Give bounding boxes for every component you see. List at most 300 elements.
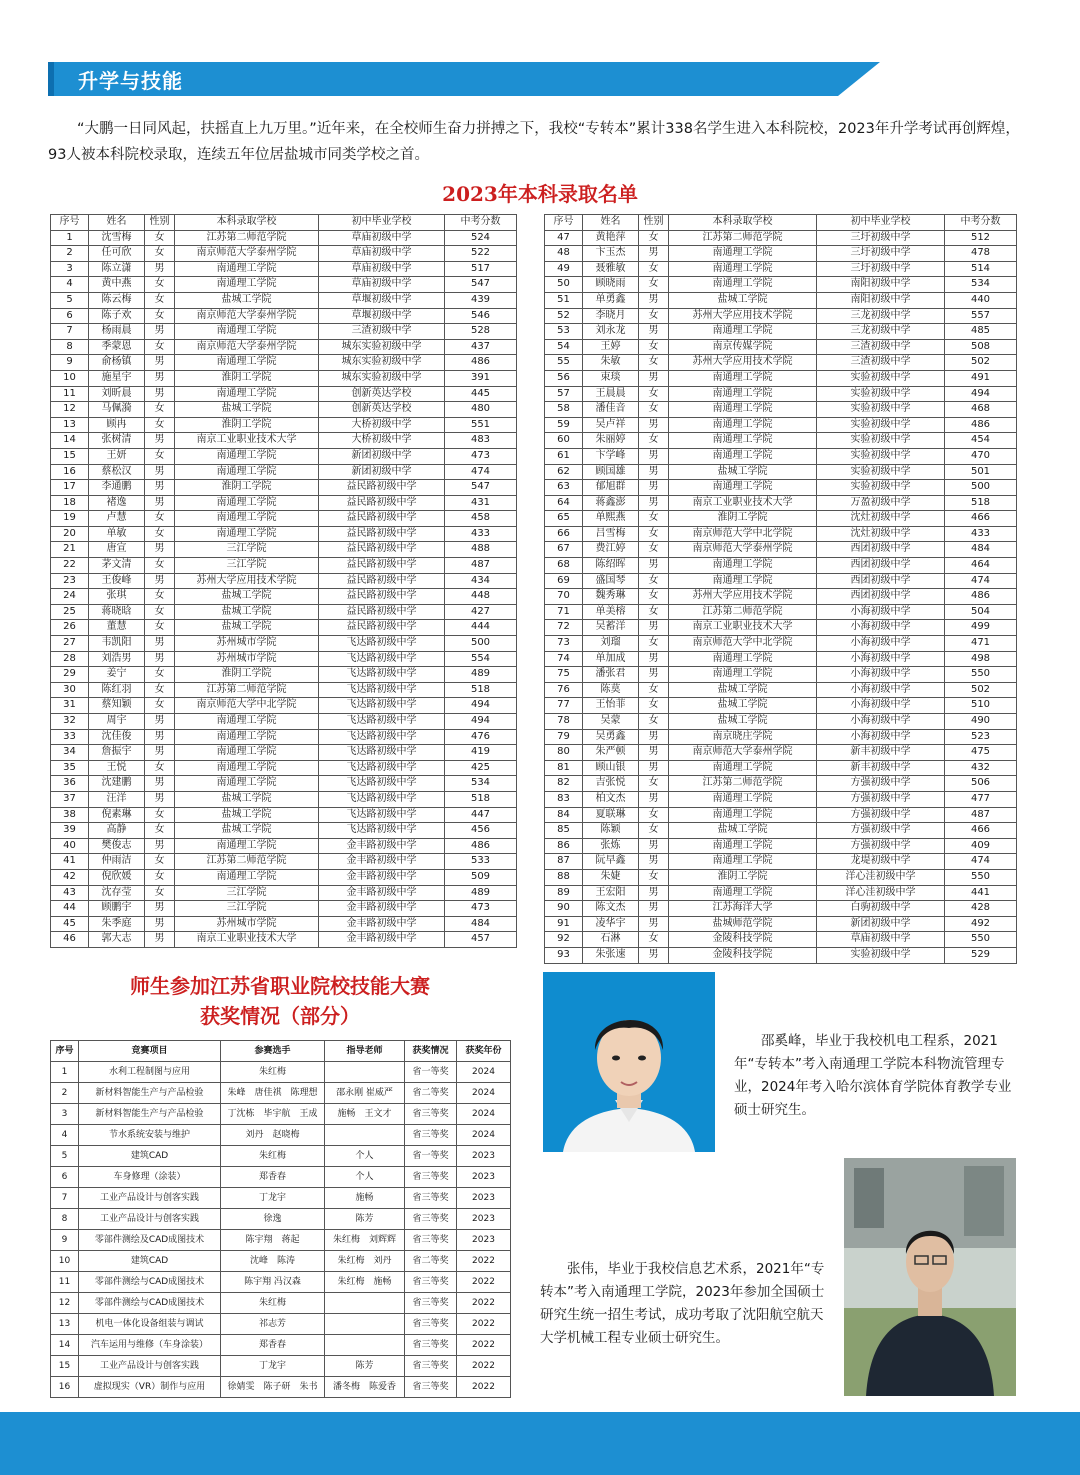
intro-paragraph: “大鹏一日同风起，扶摇直上九万里。”近年来，在全校师生奋力拼搏之下，我校“专转本”累计338名学生进入本科院校，2023年升学考试再创辉煌，93人被本科院校录取，连续五年位居盐城市同类学校之首。 (48, 121, 1020, 163)
table-cell: 洋心洼初级中学 (817, 885, 945, 901)
table-cell: 550 (945, 932, 1017, 948)
table-cell: 小海初级中学 (817, 636, 945, 652)
table-cell: 534 (445, 776, 517, 792)
table-cell: 省三等奖 (405, 1209, 457, 1230)
table-cell: 444 (445, 620, 517, 636)
table-cell: 南通理工学院 (669, 246, 817, 262)
table-row (51, 682, 517, 698)
table-row (51, 339, 517, 355)
table-cell: 南京师范大学中北学院 (175, 698, 319, 714)
table-cell: 485 (945, 324, 1017, 340)
table-header-row (51, 1041, 511, 1062)
table-row (545, 729, 1017, 745)
table-cell: 441 (945, 885, 1017, 901)
table-cell: 南通理工学院 (669, 402, 817, 418)
table-cell: 男 (145, 495, 175, 511)
table-cell: 557 (945, 308, 1017, 324)
table-cell: 吴蒙 (583, 714, 639, 730)
table-row (51, 823, 517, 839)
table-cell: 男 (639, 838, 669, 854)
table-cell: 506 (945, 776, 1017, 792)
table-cell: 潘冬梅 陈爱香 (325, 1377, 405, 1398)
table-row (51, 854, 517, 870)
table-cell: 男 (145, 261, 175, 277)
table-row (51, 651, 517, 667)
table-cell: 淮阴工学院 (175, 417, 319, 433)
table-cell: 节水系统安装与维护 (79, 1125, 221, 1146)
table-row (51, 1125, 511, 1146)
table-cell: 三渣初级中学 (817, 339, 945, 355)
table-cell: 女 (145, 589, 175, 605)
table-cell: 省三等奖 (405, 1272, 457, 1293)
table-cell: 女 (145, 511, 175, 527)
table-row (51, 573, 517, 589)
table-row (51, 1167, 511, 1188)
table-cell: 476 (445, 729, 517, 745)
table-cell: 80 (545, 745, 583, 761)
table-cell: 474 (445, 464, 517, 480)
table-cell: 大桥初级中学 (319, 433, 445, 449)
table-cell: 高静 (89, 823, 145, 839)
table-cell: 54 (545, 339, 583, 355)
table-cell: 84 (545, 807, 583, 823)
table-row (51, 916, 517, 932)
table-cell: 2023 (457, 1188, 511, 1209)
col-header-gender: 性别 (639, 215, 669, 231)
table-cell: 马佩漪 (89, 402, 145, 418)
table-cell: 朱红梅 刘辉辉 (325, 1230, 405, 1251)
table-cell: 省三等奖 (405, 1356, 457, 1377)
table-cell: 水利工程制图与应用 (79, 1062, 221, 1083)
table-cell: 551 (445, 417, 517, 433)
table-cell: 省一等奖 (405, 1062, 457, 1083)
table-row (51, 932, 517, 948)
table-cell: 陈绍晖 (583, 558, 639, 574)
table-cell: 费江婷 (583, 542, 639, 558)
table-cell: 529 (945, 947, 1017, 963)
table-cell: 4 (51, 277, 89, 293)
table-cell: 女 (639, 869, 669, 885)
table-cell: 金陵科技学院 (669, 932, 817, 948)
table-cell: 70 (545, 589, 583, 605)
table-cell: 63 (545, 480, 583, 496)
table-row (545, 745, 1017, 761)
table-row (51, 838, 517, 854)
table-row (51, 1335, 511, 1356)
table-cell: 茅文清 (89, 558, 145, 574)
table-cell: 男 (639, 448, 669, 464)
table-cell: 58 (545, 402, 583, 418)
table-cell: 24 (51, 589, 89, 605)
table-cell: 女 (145, 604, 175, 620)
table-cell: 金丰路初级中学 (319, 901, 445, 917)
table-cell: 施畅 王文才 (325, 1104, 405, 1125)
table-cell: 省二等奖 (405, 1083, 457, 1104)
table-cell: 8 (51, 1209, 79, 1230)
table-cell: 南通理工学院 (175, 526, 319, 542)
table-cell: 吕雪梅 (583, 526, 639, 542)
table-cell: 女 (639, 526, 669, 542)
footer-bar (0, 1412, 1080, 1475)
table-cell: 吉张悦 (583, 776, 639, 792)
table-cell: 445 (445, 386, 517, 402)
table-cell: 男 (145, 838, 175, 854)
table-cell: 三圩初级中学 (817, 246, 945, 262)
col-header-score: 中考分数 (445, 215, 517, 231)
table-row (545, 277, 1017, 293)
table-cell: 实验初级中学 (817, 433, 945, 449)
table-cell: 南通理工学院 (175, 386, 319, 402)
table-row (545, 604, 1017, 620)
table-cell: 486 (445, 838, 517, 854)
table-cell: 草庙初级中学 (319, 277, 445, 293)
table-row (545, 261, 1017, 277)
table-cell: 61 (545, 448, 583, 464)
table-cell: 29 (51, 667, 89, 683)
table-cell: 盐城工学院 (175, 807, 319, 823)
table-cell: 俞杨镇 (89, 355, 145, 371)
table-cell: 飞达路初级中学 (319, 651, 445, 667)
table-cell: 女 (639, 386, 669, 402)
table-cell: 22 (51, 558, 89, 574)
table-cell: 实验初级中学 (817, 402, 945, 418)
table-cell: 3 (51, 1104, 79, 1125)
table-cell: 朱丽婷 (583, 433, 639, 449)
table-cell: 男 (639, 667, 669, 683)
table-cell: 53 (545, 324, 583, 340)
table-cell: 南京师范大学中北学院 (669, 526, 817, 542)
table-row (545, 589, 1017, 605)
table-row (545, 402, 1017, 418)
table-cell: 428 (945, 901, 1017, 917)
table-cell: 44 (51, 901, 89, 917)
profile-bio-2: 张伟，毕业于我校信息艺术系，2021年“专转本”考入南通理工学院，2023年参加全国硕士研究生统一招生考试，成功考取了沈阳航空航天大学机械工程专业硕士研究生。 (540, 1261, 825, 1346)
table-cell: 盐城工学院 (175, 604, 319, 620)
table-cell: 三龙初级中学 (817, 308, 945, 324)
table-cell: 512 (945, 230, 1017, 246)
table-cell: 12 (51, 402, 89, 418)
table-row (51, 292, 517, 308)
table-header-row (51, 215, 517, 231)
table-cell: 39 (51, 823, 89, 839)
table-cell: 南通理工学院 (175, 511, 319, 527)
table-cell: 男 (639, 292, 669, 308)
table-cell: 9 (51, 355, 89, 371)
table-cell: 淮阴工学院 (175, 370, 319, 386)
table-cell (325, 1125, 405, 1146)
table-row (51, 1062, 511, 1083)
table-cell: 益民路初级中学 (319, 526, 445, 542)
table-cell: 女 (145, 667, 175, 683)
table-row (545, 932, 1017, 948)
table-cell: 女 (145, 558, 175, 574)
table-cell: 益民路初级中学 (319, 589, 445, 605)
table-cell: 男 (639, 620, 669, 636)
table-cell: 男 (639, 558, 669, 574)
table-cell: 飞达路初级中学 (319, 667, 445, 683)
table-cell: 468 (945, 402, 1017, 418)
table-row (51, 807, 517, 823)
col-header-advisors: 指导老师 (325, 1041, 405, 1062)
table-cell: 31 (51, 698, 89, 714)
table-cell: 小海初级中学 (817, 729, 945, 745)
table-cell: 2022 (457, 1314, 511, 1335)
table-cell: 49 (545, 261, 583, 277)
admission-table-left (50, 214, 517, 948)
table-cell: 41 (51, 854, 89, 870)
table-cell: 47 (545, 230, 583, 246)
table-cell: 480 (445, 402, 517, 418)
table-cell: 440 (945, 292, 1017, 308)
table-cell: 473 (445, 448, 517, 464)
table-row (51, 448, 517, 464)
table-row (545, 760, 1017, 776)
table-cell: 刘丹 赵晓梅 (221, 1125, 325, 1146)
table-cell: 501 (945, 464, 1017, 480)
table-cell: 盐城工学院 (175, 620, 319, 636)
table-cell: 437 (445, 339, 517, 355)
table-cell: 新丰初级中学 (817, 745, 945, 761)
table-cell: 三江学院 (175, 558, 319, 574)
table-cell: 547 (445, 480, 517, 496)
table-cell: 零部件测绘与CAD成图技术 (79, 1272, 221, 1293)
table-cell: 90 (545, 901, 583, 917)
table-cell: 汽车运用与维修（车身涂装） (79, 1335, 221, 1356)
table-cell: 12 (51, 1293, 79, 1314)
table-cell: 南阳初级中学 (817, 292, 945, 308)
table-row (51, 355, 517, 371)
table-cell: 三江学院 (175, 542, 319, 558)
table-cell: 491 (945, 370, 1017, 386)
table-cell: 实验初级中学 (817, 386, 945, 402)
table-cell: 466 (945, 511, 1017, 527)
table-cell: 盛国琴 (583, 573, 639, 589)
table-row (545, 308, 1017, 324)
table-cell: 550 (945, 667, 1017, 683)
table-row (51, 667, 517, 683)
table-cell: 419 (445, 745, 517, 761)
table-cell: 苏州大学应用技术学院 (669, 355, 817, 371)
table-cell: 南通理工学院 (669, 885, 817, 901)
table-row (51, 386, 517, 402)
table-cell: 南通理工学院 (175, 355, 319, 371)
table-cell: 473 (445, 901, 517, 917)
table-cell: 89 (545, 885, 583, 901)
table-cell: 淮阴工学院 (669, 511, 817, 527)
table-cell: 66 (545, 526, 583, 542)
table-cell: 48 (545, 246, 583, 262)
table-cell: 盐城师范学院 (669, 916, 817, 932)
table-cell: 李晓月 (583, 308, 639, 324)
table-cell: 陈颖 (583, 823, 639, 839)
table-cell: 494 (445, 714, 517, 730)
table-cell: 南京师范大学中北学院 (669, 636, 817, 652)
table-cell: 益民路初级中学 (319, 511, 445, 527)
table-cell: 74 (545, 651, 583, 667)
table-cell: 草庙初级中学 (817, 932, 945, 948)
table-cell: 498 (945, 651, 1017, 667)
table-cell: 夏联琳 (583, 807, 639, 823)
table-cell: 沈峰 陈涛 (221, 1251, 325, 1272)
table-cell: 方强初级中学 (817, 791, 945, 807)
table-row (51, 417, 517, 433)
table-cell: 王晨晨 (583, 386, 639, 402)
table-cell: 433 (445, 526, 517, 542)
table-cell: 6 (51, 308, 89, 324)
table-row (545, 526, 1017, 542)
table-cell: 潘张君 (583, 667, 639, 683)
table-cell: 2023 (457, 1209, 511, 1230)
table-cell: 女 (639, 823, 669, 839)
table-row (545, 292, 1017, 308)
table-cell: 南通理工学院 (175, 714, 319, 730)
table-cell: 飞达路初级中学 (319, 636, 445, 652)
table-cell: 65 (545, 511, 583, 527)
table-cell: 三渣初级中学 (817, 355, 945, 371)
table-row (545, 433, 1017, 449)
table-cell: 盐城工学院 (175, 589, 319, 605)
table-cell: 489 (445, 885, 517, 901)
table-row (51, 1293, 511, 1314)
table-cell: 实验初级中学 (817, 370, 945, 386)
table-cell: 吴卢祥 (583, 417, 639, 433)
table-cell: 单敏 (89, 526, 145, 542)
table-cell: 2024 (457, 1083, 511, 1104)
table-cell: 女 (145, 277, 175, 293)
table-cell: 南通理工学院 (669, 386, 817, 402)
table-row (51, 1230, 511, 1251)
table-cell: 沈建鹏 (89, 776, 145, 792)
table-cell: 女 (145, 308, 175, 324)
table-header-row (545, 215, 1017, 231)
table-cell: 18 (51, 495, 89, 511)
table-cell: 南通理工学院 (669, 667, 817, 683)
table-cell: 33 (51, 729, 89, 745)
table-cell: 束琰 (583, 370, 639, 386)
table-row (51, 1083, 511, 1104)
table-cell: 陈宇翔 冯汉森 (221, 1272, 325, 1293)
table-cell: 南通理工学院 (669, 807, 817, 823)
table-row (51, 402, 517, 418)
table-cell (325, 1062, 405, 1083)
table-cell: 刘昕晨 (89, 386, 145, 402)
table-cell: 男 (145, 916, 175, 932)
table-cell: 魏秀琳 (583, 589, 639, 605)
table-cell: 顾山银 (583, 760, 639, 776)
col-header-index: 序号 (51, 1041, 79, 1062)
table-row (51, 261, 517, 277)
table-cell: 男 (639, 760, 669, 776)
table-row (545, 542, 1017, 558)
table-cell: 益民路初级中学 (319, 495, 445, 511)
table-cell: 391 (445, 370, 517, 386)
table-cell: 464 (945, 558, 1017, 574)
table-row (51, 776, 517, 792)
table-cell: 78 (545, 714, 583, 730)
table-cell: 男 (639, 901, 669, 917)
table-cell: 494 (445, 698, 517, 714)
table-cell: 沈佳俊 (89, 729, 145, 745)
table-row (51, 324, 517, 340)
table-cell: 486 (445, 355, 517, 371)
table-cell: 郭大志 (89, 932, 145, 948)
table-cell: 小海初级中学 (817, 604, 945, 620)
table-cell: 南通理工学院 (669, 854, 817, 870)
table-cell: 陈立潇 (89, 261, 145, 277)
table-cell: 陈云梅 (89, 292, 145, 308)
table-cell: 徐婧雯 陈子研 朱书 (221, 1377, 325, 1398)
table-cell: 三龙初级中学 (817, 324, 945, 340)
table-cell: 淮阴工学院 (175, 480, 319, 496)
table-cell: 飞达路初级中学 (319, 729, 445, 745)
table-row (51, 1356, 511, 1377)
table-cell: 男 (639, 729, 669, 745)
table-cell: 阮早鑫 (583, 854, 639, 870)
table-cell: 省三等奖 (405, 1293, 457, 1314)
table-cell: 龙堤初级中学 (817, 854, 945, 870)
table-cell: 省二等奖 (405, 1251, 457, 1272)
table-cell: 34 (51, 745, 89, 761)
table-row (545, 714, 1017, 730)
table-cell: 男 (145, 464, 175, 480)
table-cell: 祁志芳 (221, 1314, 325, 1335)
table-cell: 吴蓄洋 (583, 620, 639, 636)
table-cell: 刘永龙 (583, 324, 639, 340)
table-row (545, 417, 1017, 433)
table-cell: 省三等奖 (405, 1314, 457, 1335)
table-cell: 3 (51, 261, 89, 277)
table-cell: 三江学院 (175, 901, 319, 917)
table-cell: 女 (639, 230, 669, 246)
table-cell: 男 (145, 932, 175, 948)
table-cell: 盐城工学院 (669, 823, 817, 839)
table-row (51, 480, 517, 496)
table-cell: 益民路初级中学 (319, 620, 445, 636)
table-cell: 南京师范大学泰州学院 (175, 308, 319, 324)
table-cell (325, 1335, 405, 1356)
table-row (51, 885, 517, 901)
table-cell: 朱张速 (583, 947, 639, 963)
table-cell: 江苏第二师范学院 (669, 604, 817, 620)
table-row (545, 698, 1017, 714)
table-cell: 零部件测绘与CAD成图技术 (79, 1293, 221, 1314)
table-row (51, 433, 517, 449)
table-cell: 卞玉杰 (583, 246, 639, 262)
table-cell: 62 (545, 464, 583, 480)
table-cell: 汪洋 (89, 791, 145, 807)
table-cell: 14 (51, 1335, 79, 1356)
table-cell: 40 (51, 838, 89, 854)
table-cell: 471 (945, 636, 1017, 652)
portrait-photo-1 (543, 972, 715, 1152)
table-cell: 500 (945, 480, 1017, 496)
table-cell: 502 (945, 355, 1017, 371)
table-cell: 三圩初级中学 (817, 230, 945, 246)
table-cell: 陈芳 (325, 1209, 405, 1230)
table-cell: 16 (51, 1377, 79, 1398)
table-cell: 7 (51, 324, 89, 340)
table-cell: 91 (545, 916, 583, 932)
table-cell: 顾国雄 (583, 464, 639, 480)
table-row (51, 620, 517, 636)
table-cell: 83 (545, 791, 583, 807)
table-row (51, 1377, 511, 1398)
table-cell: 2023 (457, 1146, 511, 1167)
table-cell: 2024 (457, 1062, 511, 1083)
table-cell: 顾鹏宇 (89, 901, 145, 917)
table-cell: 南京工业职业技术大学 (669, 495, 817, 511)
table-cell: 427 (445, 604, 517, 620)
